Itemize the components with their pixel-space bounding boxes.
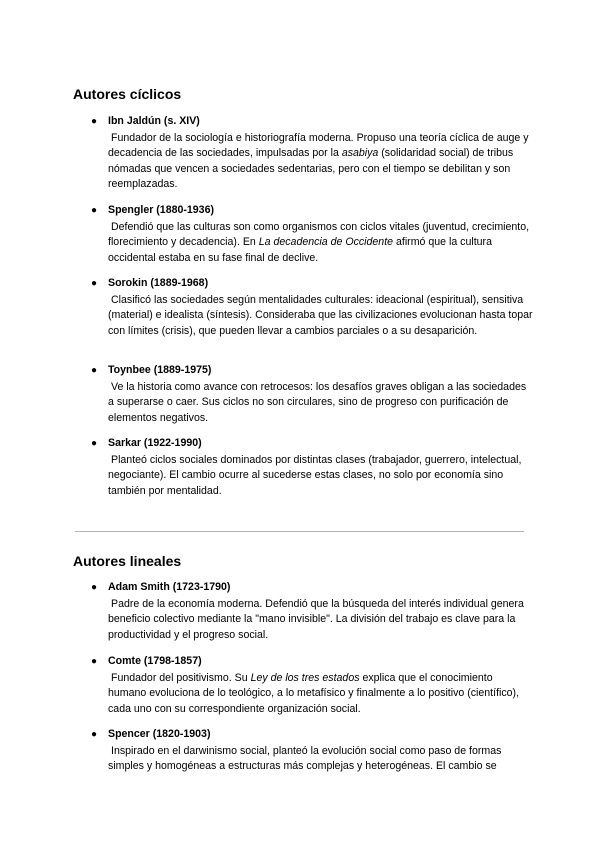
author-item-comte xyxy=(91,654,533,717)
section-title-cyclical: Autores cíclicos xyxy=(73,86,182,102)
author-item-ibn-jaldun xyxy=(91,114,533,193)
author-item-spencer xyxy=(91,727,533,775)
author-item-adam-smith xyxy=(91,580,533,643)
author-description: Defendió que las culturas son como organismos con ciclos vitales (juventud, crecimiento, florecimiento y decadencia). En La decadencia de Occidente afirmó que la cultura occidental estaba en su fase final de declive. xyxy=(108,220,530,264)
section-title-linear: Autores lineales xyxy=(73,553,182,569)
author-description: Inspirado en el darwinismo social, planteó la evolución social como paso de formas simples y homogéneas a estructuras más complejas y heterogéneas. El cambio se xyxy=(108,744,502,772)
author-description: Fundador de la sociología e historiografía moderna. Propuso una teoría cíclica de auge y decadencia de las sociedades, impulsadas por la asabiya (solidaridad social) de tribus nómadas que vencen a sociedades sedentarias, pero con el tiempo se debilitan y son reemplazadas. xyxy=(108,131,529,190)
italic-term: asabiya xyxy=(341,147,379,159)
bullet-icon: ● xyxy=(91,438,98,449)
bullet-icon: ● xyxy=(91,205,98,216)
author-name: Spengler (1880-1936) xyxy=(108,204,214,216)
author-description: Clasificó las sociedades según mentalidades culturales: ideacional (espiritual), sensitiva (material) e idealista (síntesis). Consideraba que las civilizaciones evolucionan hasta topar con límites (crisis), que pueden llevar a cambios parciales o a su desaparición. xyxy=(108,293,533,337)
author-item-spengler xyxy=(91,203,533,266)
bullet-icon: ● xyxy=(91,365,98,376)
author-name: Spencer (1820-1903) xyxy=(108,728,211,740)
bullet-icon: ● xyxy=(91,278,98,289)
italic-law-title: Ley de los tres estados xyxy=(250,671,360,684)
author-item-sorokin xyxy=(91,276,533,339)
author-name: Toynbee (1889-1975) xyxy=(108,364,212,376)
italic-book-title: La decadencia de Occidente xyxy=(258,236,394,248)
section-divider xyxy=(75,531,524,532)
author-name: Ibn Jaldún (s. XIV) xyxy=(108,115,200,127)
bullet-icon: ● xyxy=(91,116,98,127)
author-name: Adam Smith (1723-1790) xyxy=(108,581,231,593)
author-description: Planteó ciclos sociales dominados por distintas clases (trabajador, guerrero, intelectual, negociante). El cambio ocurre al sucederse estas clases, no solo por economía sino también por mentalidad. xyxy=(108,453,522,497)
author-description: Ve la historia como avance con retrocesos: los desafíos graves obligan a las sociedades a superarse o caer. Sus ciclos no son circulares, sino de progreso con purificación de elementos negativos. xyxy=(108,380,527,424)
author-name: Sarkar (1922-1990) xyxy=(108,437,202,449)
bullet-icon: ● xyxy=(91,656,98,667)
author-item-toynbee xyxy=(91,363,533,426)
author-description: Fundador del positivismo. Su Ley de los tres estados explica que el conocimiento humano evoluciona de lo teológico, a lo metafísico y finalmente a lo positivo (científico), cada uno con su correspondiente organización social. xyxy=(108,671,520,715)
bullet-icon: ● xyxy=(91,582,98,593)
author-name: Comte (1798-1857) xyxy=(108,655,202,667)
author-name: Sorokin (1889-1968) xyxy=(108,277,209,289)
author-item-sarkar xyxy=(91,436,533,499)
author-description: Padre de la economía moderna. Defendió que la búsqueda del interés individual genera beneficio colectivo mediante la "mano invisible". La división del trabajo es clave para la productividad y el progreso social. xyxy=(108,597,524,641)
bullet-icon: ● xyxy=(91,729,98,740)
